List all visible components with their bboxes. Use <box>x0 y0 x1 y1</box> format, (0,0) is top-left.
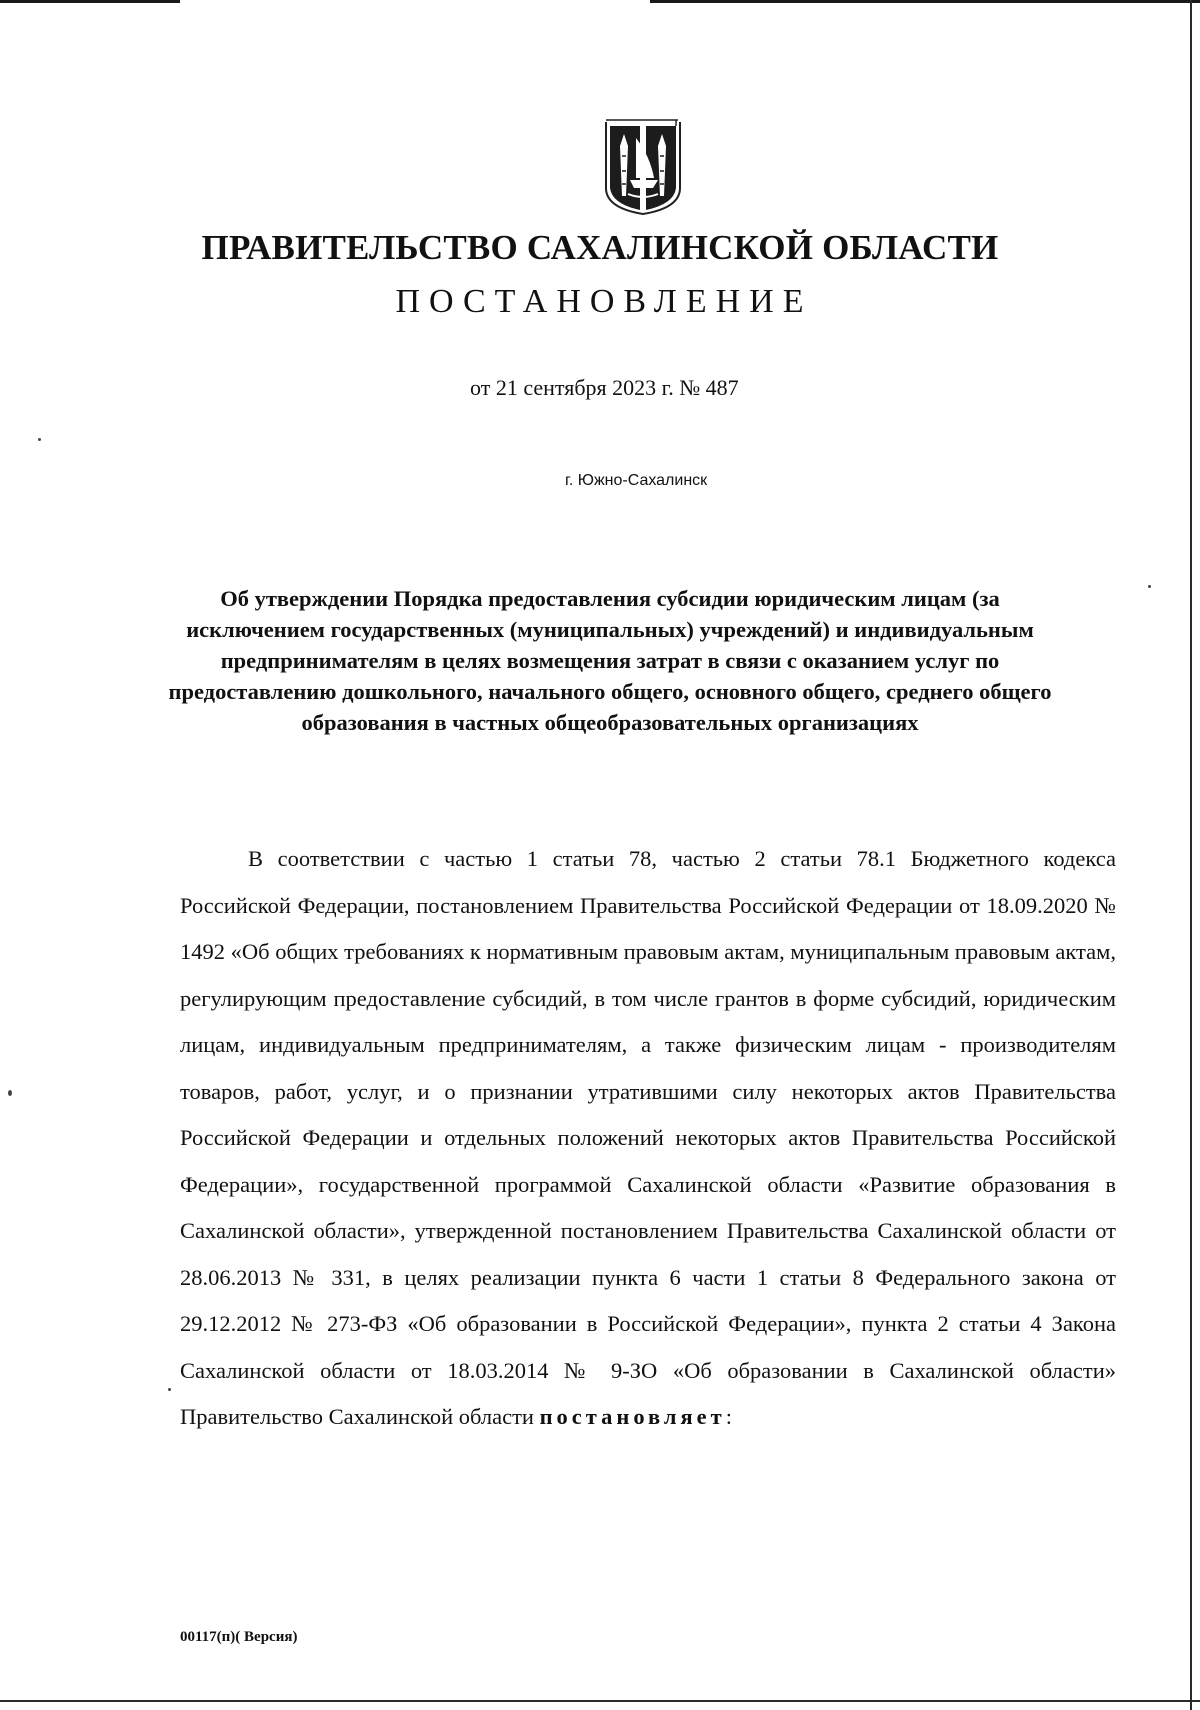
coat-of-arms-emblem <box>598 116 688 216</box>
decree-subject-title: Об утверждении Порядка предоставления субсидии юридическим лицам (за исключением государственных (муниципальных) учреждений) и индивидуальным предпринимателям в целях возмещения затрат в связи с оказанием услуг по предоставлению дошкольного, начального общего, основного общего, среднего общего образования в частных общеобразовательных организациях <box>168 586 1052 735</box>
scan-speck <box>168 1388 171 1391</box>
scan-speck <box>1148 585 1151 588</box>
scan-speck <box>8 1090 12 1096</box>
decree-date-number: от 21 сентября 2023 г. № 487 <box>470 375 739 400</box>
body-colon: : <box>725 1404 732 1429</box>
city-name: г. Южно-Сахалинск <box>565 472 708 489</box>
resolves-word: постановляет <box>539 1404 726 1429</box>
decree-body-paragraph <box>180 836 1116 1441</box>
scan-border-bottom <box>0 1700 1200 1702</box>
document-version-code: 00117(п)( Версия) <box>180 1629 298 1645</box>
government-title: ПРАВИТЕЛЬСТВО САХАЛИНСКОЙ ОБЛАСТИ <box>201 228 999 267</box>
document-type: ПОСТАНОВЛЕНИЕ <box>395 283 813 320</box>
scan-speck <box>38 438 41 441</box>
coat-of-arms-icon <box>598 116 688 216</box>
scan-border-gap <box>180 0 650 3</box>
body-text: В соответствии с частью 1 статьи 78, частью 2 статьи 78.1 Бюджетного кодекса Российской Федерации, постановлением Правительства Российской Федерации от 18.09.2020 № 1492 «Об общих требованиях к нормативным правовым актам, муниципальным правовым актам, регулирующим предоставление субсидий, в том числе грантов в форме субсидий, юридическим лицам, индивидуальным предпринимателям, а также физическим лицам - производителям товаров, работ, услуг, и о признании утратившими силу некоторых актов Правительства Российской Федерации и отдельных положений некоторых актов Правительства Российской Федерации», государственной программой Сахалинской области «Развитие образования в Сахалинской области», утвержденной постановлением Правительства Сахалинской области от 28.06.2013 № 331, в целях реализации пункта 6 части 1 статьи 8 Федерального закона от 29.12.2012 № 273-ФЗ «Об образовании в Российской Федерации», пункта 2 статьи 4 Закона Сахалинской области от 18.03.2014 № 9-ЗО «Об образовании в Сахалинской области» Правительство Сахалинской области <box>180 846 1116 1429</box>
